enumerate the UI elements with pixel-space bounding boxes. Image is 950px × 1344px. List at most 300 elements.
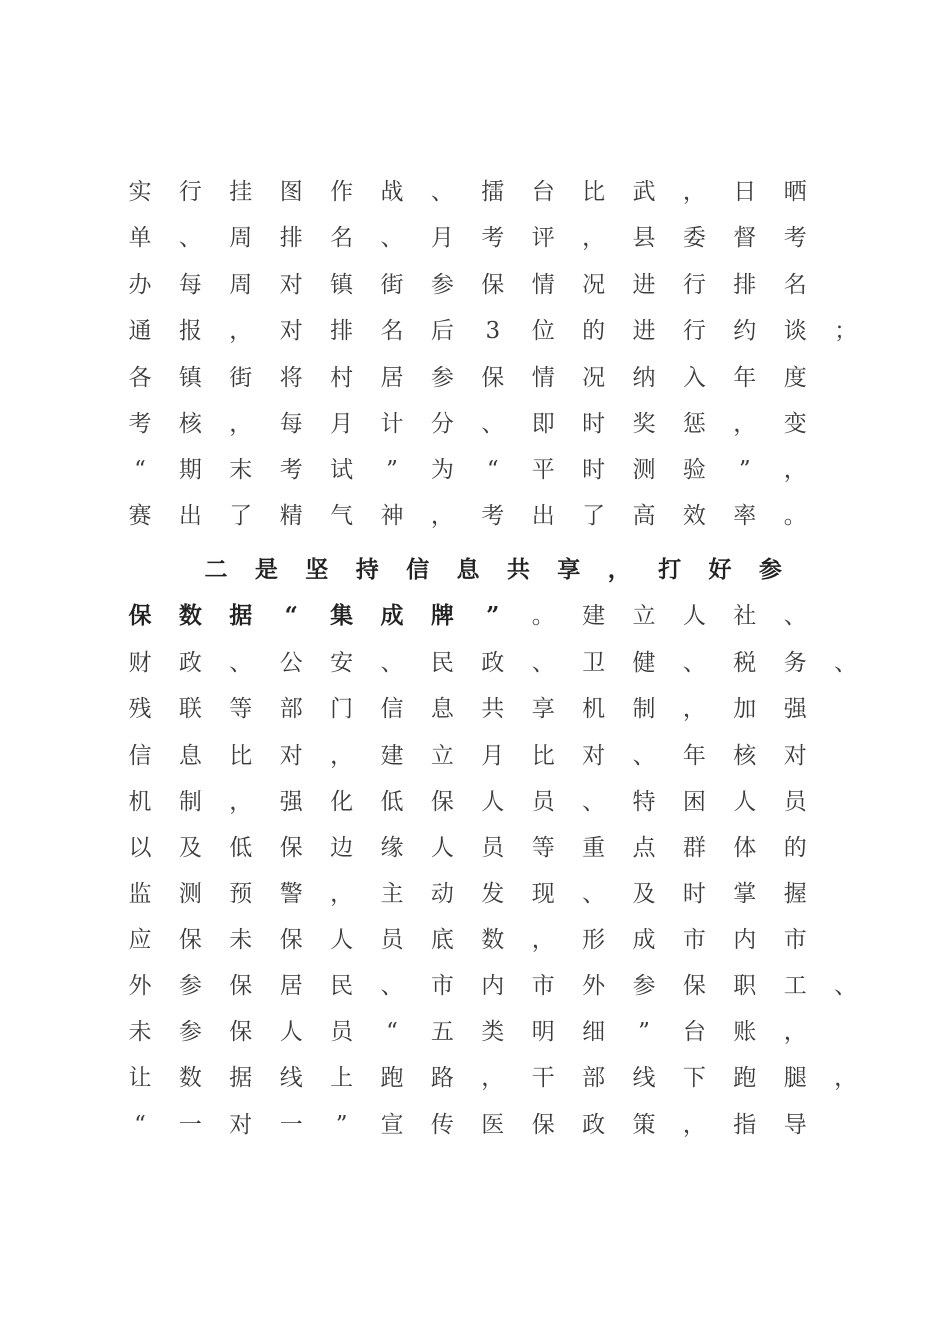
text-char: 人 xyxy=(481,789,505,815)
text-char: 、 xyxy=(783,603,807,629)
text-char: 参 xyxy=(178,1019,202,1045)
text-char: 享 xyxy=(557,556,581,583)
text-char: 参 xyxy=(178,973,202,999)
text-char: 是 xyxy=(254,556,278,583)
text-line xyxy=(0,738,950,774)
text-char: ； xyxy=(834,318,858,344)
text-char: 人 xyxy=(733,789,757,815)
text-char: 人 xyxy=(430,835,454,861)
text-char: 政 xyxy=(178,650,202,676)
text-char: 外 xyxy=(128,973,152,999)
text-char: 保 xyxy=(229,973,253,999)
text-char: 共 xyxy=(481,696,505,722)
text-char: 办 xyxy=(128,272,152,298)
text-char: 台 xyxy=(682,1019,706,1045)
text-char: 财 xyxy=(128,650,152,676)
text-char: 纳 xyxy=(632,365,656,391)
text-char: 为 xyxy=(430,457,454,483)
text-char: 对 xyxy=(582,743,606,769)
text-char: 享 xyxy=(531,696,555,722)
text-char: 数 xyxy=(178,602,202,629)
text-char: 缘 xyxy=(380,835,404,861)
text-line xyxy=(0,876,950,912)
text-char: 路 xyxy=(430,1065,454,1091)
text-char: 即 xyxy=(531,411,555,437)
text-char: 保 xyxy=(430,789,454,815)
text-char: 息 xyxy=(430,696,454,722)
text-char: 街 xyxy=(229,365,253,391)
text-char: 月 xyxy=(481,743,505,769)
text-char: “ xyxy=(386,1019,398,1045)
text-char: 腿 xyxy=(783,1065,807,1091)
text-line xyxy=(0,452,950,488)
text-char: 医 xyxy=(481,1112,505,1138)
text-char: 赛 xyxy=(128,503,152,529)
text-char: ， xyxy=(783,1019,807,1045)
text-char: 建 xyxy=(380,743,404,769)
text-char: 体 xyxy=(733,835,757,861)
text-char: 晒 xyxy=(783,179,807,205)
text-char: 情 xyxy=(531,365,555,391)
text-char: 跑 xyxy=(380,1065,404,1091)
text-char: 、 xyxy=(582,881,606,907)
text-char: 策 xyxy=(632,1112,656,1138)
text-char: 出 xyxy=(178,503,202,529)
text-char: 督 xyxy=(733,225,757,251)
text-char: 成 xyxy=(380,602,404,629)
text-char: 排 xyxy=(330,318,354,344)
text-char: 进 xyxy=(632,318,656,344)
text-char: 年 xyxy=(733,365,757,391)
text-char: 保 xyxy=(531,1112,555,1138)
text-char: 等 xyxy=(229,696,253,722)
text-char: 现 xyxy=(531,881,555,907)
text-char: 好 xyxy=(708,556,732,583)
text-char: 对 xyxy=(279,318,303,344)
text-char: 健 xyxy=(632,650,656,676)
text-char: 重 xyxy=(582,835,606,861)
text-char: 评 xyxy=(531,225,555,251)
text-char: ， xyxy=(330,743,354,769)
text-char: 掌 xyxy=(733,881,757,907)
heading-line xyxy=(0,552,950,588)
text-char: ， xyxy=(682,1112,706,1138)
text-char: ， xyxy=(229,789,253,815)
text-line xyxy=(0,1107,950,1143)
text-char: ， xyxy=(607,556,631,583)
text-char: 政 xyxy=(481,650,505,676)
text-line xyxy=(0,498,950,534)
text-char: 民 xyxy=(430,650,454,676)
text-char: 月 xyxy=(430,225,454,251)
text-char: 平 xyxy=(531,457,555,483)
text-char: ， xyxy=(229,411,253,437)
text-char: 测 xyxy=(178,881,202,907)
text-char: 工 xyxy=(783,973,807,999)
text-char: 干 xyxy=(531,1065,555,1091)
text-char: 日 xyxy=(733,179,757,205)
text-char: 行 xyxy=(682,318,706,344)
text-char: 税 xyxy=(733,650,757,676)
text-char: 据 xyxy=(229,1065,253,1091)
text-char: 保 xyxy=(279,835,303,861)
text-char: 对 xyxy=(279,272,303,298)
text-char: 动 xyxy=(430,881,454,907)
text-char: 据 xyxy=(229,602,253,629)
text-char: 、 xyxy=(682,650,706,676)
text-line xyxy=(0,1014,950,1050)
text-char: 况 xyxy=(582,365,606,391)
text-char: 账 xyxy=(733,1019,757,1045)
text-char: 坚 xyxy=(305,556,329,583)
text-char: 、 xyxy=(380,973,404,999)
text-char: 政 xyxy=(582,1112,606,1138)
text-char: 谈 xyxy=(783,318,807,344)
text-line xyxy=(0,830,950,866)
text-char: 出 xyxy=(531,503,555,529)
text-char: 信 xyxy=(406,556,430,583)
text-char: 。 xyxy=(783,503,807,529)
text-char: 参 xyxy=(632,973,656,999)
text-char: “ xyxy=(134,1112,146,1138)
text-char: 一 xyxy=(279,1112,303,1138)
text-char: 立 xyxy=(632,603,656,629)
text-char: 名 xyxy=(380,318,404,344)
text-line xyxy=(0,968,950,1004)
text-char: 期 xyxy=(178,457,202,483)
text-char: ” xyxy=(335,1112,348,1138)
text-char: 、 xyxy=(632,743,656,769)
text-char: 时 xyxy=(582,457,606,483)
text-char: 、 xyxy=(834,973,858,999)
text-line xyxy=(0,174,950,210)
text-char: 对 xyxy=(229,1112,253,1138)
text-char: 内 xyxy=(481,973,505,999)
text-char: 惩 xyxy=(682,411,706,437)
text-char: ， xyxy=(834,1065,858,1091)
text-char: 后 xyxy=(430,318,454,344)
text-char: 计 xyxy=(380,411,404,437)
text-char: 、 xyxy=(380,225,404,251)
text-char: 将 xyxy=(279,365,303,391)
text-char: 职 xyxy=(733,973,757,999)
text-char: 比 xyxy=(229,743,253,769)
text-char: 持 xyxy=(355,556,379,583)
text-char: 主 xyxy=(380,881,404,907)
text-char: 、 xyxy=(229,650,253,676)
text-char: 、 xyxy=(380,650,404,676)
text-char: 人 xyxy=(682,603,706,629)
text-char: 上 xyxy=(330,1065,354,1091)
text-char: 名 xyxy=(330,225,354,251)
text-char: 3 xyxy=(485,318,501,344)
text-char: 、 xyxy=(834,650,858,676)
text-char: 一 xyxy=(178,1112,202,1138)
text-char: 困 xyxy=(682,789,706,815)
text-char: 行 xyxy=(682,272,706,298)
text-char: ， xyxy=(733,411,757,437)
text-char: 精 xyxy=(279,503,303,529)
text-char: 人 xyxy=(330,927,354,953)
text-char: 形 xyxy=(582,927,606,953)
text-char: 联 xyxy=(178,696,202,722)
text-char: 居 xyxy=(279,973,303,999)
text-char: 群 xyxy=(682,835,706,861)
text-char: 内 xyxy=(733,927,757,953)
text-char: 低 xyxy=(380,789,404,815)
text-char: 村 xyxy=(330,365,354,391)
text-char: ， xyxy=(531,927,555,953)
text-char: 集 xyxy=(330,602,354,629)
text-char: 核 xyxy=(733,743,757,769)
text-char: 共 xyxy=(506,556,530,583)
text-char: 市 xyxy=(430,973,454,999)
text-char: 员 xyxy=(783,789,807,815)
text-char: 残 xyxy=(128,696,152,722)
text-char: 考 xyxy=(279,457,303,483)
text-char: 员 xyxy=(380,927,404,953)
text-char: 等 xyxy=(531,835,555,861)
text-char: 下 xyxy=(682,1065,706,1091)
text-char: 效 xyxy=(682,503,706,529)
text-char: ” xyxy=(638,1019,650,1045)
text-char: 作 xyxy=(330,179,354,205)
text-char: 对 xyxy=(783,743,807,769)
text-char: 图 xyxy=(279,179,303,205)
text-char: 居 xyxy=(380,365,404,391)
text-char: 市 xyxy=(531,973,555,999)
text-char: 成 xyxy=(632,927,656,953)
text-char: 指 xyxy=(733,1112,757,1138)
text-char: 人 xyxy=(279,1019,303,1045)
text-char: 镇 xyxy=(178,365,202,391)
text-char: 约 xyxy=(733,318,757,344)
text-char: 参 xyxy=(430,272,454,298)
text-char: 各 xyxy=(128,365,152,391)
text-char: 率 xyxy=(733,503,757,529)
text-char: 比 xyxy=(582,179,606,205)
text-char: 保 xyxy=(279,927,303,953)
text-char: 应 xyxy=(128,927,152,953)
text-char: 线 xyxy=(279,1065,303,1091)
text-char: 化 xyxy=(330,789,354,815)
text-char: 市 xyxy=(682,927,706,953)
text-char: 明 xyxy=(531,1019,555,1045)
text-char: 民 xyxy=(330,973,354,999)
text-char: 的 xyxy=(783,835,807,861)
text-line xyxy=(0,313,950,349)
text-char: 员 xyxy=(481,835,505,861)
text-char: 未 xyxy=(229,927,253,953)
text-char: 线 xyxy=(632,1065,656,1091)
text-char: 牌 xyxy=(430,602,454,629)
text-char: 镇 xyxy=(330,272,354,298)
text-char: 考 xyxy=(128,411,152,437)
text-char: 员 xyxy=(531,789,555,815)
text-char: 奖 xyxy=(632,411,656,437)
text-char: 门 xyxy=(330,696,354,722)
text-char: 信 xyxy=(380,696,404,722)
text-char: 武 xyxy=(632,179,656,205)
text-char: ， xyxy=(229,318,253,344)
text-line xyxy=(0,267,950,303)
text-char: 、 xyxy=(430,179,454,205)
text-char: 度 xyxy=(783,365,807,391)
text-char: 、 xyxy=(481,411,505,437)
text-char: 周 xyxy=(229,272,253,298)
text-char: 预 xyxy=(229,881,253,907)
text-char: 考 xyxy=(481,225,505,251)
text-char: 点 xyxy=(632,835,656,861)
text-char: 市 xyxy=(783,927,807,953)
text-char: “ xyxy=(134,457,146,483)
text-char: 擂 xyxy=(481,179,505,205)
text-char: 情 xyxy=(531,272,555,298)
text-line xyxy=(0,406,950,442)
text-line xyxy=(0,922,950,958)
text-char: 况 xyxy=(582,272,606,298)
text-char: 务 xyxy=(783,650,807,676)
text-char: 员 xyxy=(330,1019,354,1045)
text-char: 保 xyxy=(481,365,505,391)
text-char: 时 xyxy=(582,411,606,437)
text-char: 分 xyxy=(430,411,454,437)
text-char: 对 xyxy=(279,743,303,769)
text-char: ， xyxy=(682,696,706,722)
text-char: 试 xyxy=(330,457,354,483)
text-char: 变 xyxy=(783,411,807,437)
text-char: 测 xyxy=(632,457,656,483)
text-char: 边 xyxy=(330,835,354,861)
text-char: 五 xyxy=(430,1019,454,1045)
text-char: 建 xyxy=(582,603,606,629)
text-char: ， xyxy=(330,881,354,907)
text-char: 警 xyxy=(279,881,303,907)
heading-line xyxy=(0,598,950,634)
text-char: 比 xyxy=(531,743,555,769)
text-line xyxy=(0,691,950,727)
text-char: 排 xyxy=(733,272,757,298)
text-char: 进 xyxy=(632,272,656,298)
text-char: 类 xyxy=(481,1019,505,1045)
text-char: 核 xyxy=(178,411,202,437)
text-char: ” xyxy=(486,602,500,629)
text-char: 息 xyxy=(178,743,202,769)
text-char: ” xyxy=(386,457,398,483)
text-char: 行 xyxy=(178,179,202,205)
text-char: 强 xyxy=(279,789,303,815)
text-char: 强 xyxy=(783,696,807,722)
text-char: 单 xyxy=(128,225,152,251)
text-char: 神 xyxy=(380,503,404,529)
text-char: 卫 xyxy=(582,650,606,676)
text-line xyxy=(0,360,950,396)
text-char: 宣 xyxy=(380,1112,404,1138)
text-char: 战 xyxy=(380,179,404,205)
text-char: 监 xyxy=(128,881,152,907)
text-char: 入 xyxy=(682,365,706,391)
text-line xyxy=(0,1060,950,1096)
text-char: 机 xyxy=(128,789,152,815)
text-char: 了 xyxy=(582,503,606,529)
text-char: 及 xyxy=(632,881,656,907)
text-char: 公 xyxy=(279,650,303,676)
text-char: 委 xyxy=(682,225,706,251)
text-char: 加 xyxy=(733,696,757,722)
text-char: 每 xyxy=(178,272,202,298)
text-char: 导 xyxy=(783,1112,807,1138)
text-char: ， xyxy=(682,179,706,205)
text-char: 信 xyxy=(128,743,152,769)
text-char: 每 xyxy=(279,411,303,437)
text-line xyxy=(0,220,950,256)
text-char: 制 xyxy=(632,696,656,722)
text-char: 以 xyxy=(128,835,152,861)
text-char: 末 xyxy=(229,457,253,483)
text-char: 街 xyxy=(380,272,404,298)
text-char: “ xyxy=(486,457,499,483)
text-char: 、 xyxy=(531,650,555,676)
text-char: 握 xyxy=(783,881,807,907)
text-char: ， xyxy=(783,457,807,483)
text-char: 时 xyxy=(682,881,706,907)
text-char: 参 xyxy=(758,556,782,583)
text-char: 保 xyxy=(128,602,152,629)
text-char: 、 xyxy=(178,225,202,251)
text-char: 参 xyxy=(430,365,454,391)
text-char: 数 xyxy=(481,927,505,953)
text-char: ， xyxy=(430,503,454,529)
text-char: 排 xyxy=(279,225,303,251)
text-char: 位 xyxy=(531,318,555,344)
text-char: 了 xyxy=(229,503,253,529)
text-char: 底 xyxy=(430,927,454,953)
text-char: 细 xyxy=(582,1019,606,1045)
text-char: 发 xyxy=(481,881,505,907)
text-char: 挂 xyxy=(229,179,253,205)
text-char: 部 xyxy=(582,1065,606,1091)
text-char: 保 xyxy=(178,927,202,953)
text-char: 跑 xyxy=(733,1065,757,1091)
text-char: 名 xyxy=(783,272,807,298)
text-char: 高 xyxy=(632,503,656,529)
text-char: 息 xyxy=(456,556,480,583)
text-char: ， xyxy=(481,1065,505,1091)
text-char: 县 xyxy=(632,225,656,251)
text-char: 实 xyxy=(128,179,152,205)
text-char: ” xyxy=(738,457,751,483)
text-char: 未 xyxy=(128,1019,152,1045)
text-line xyxy=(0,784,950,820)
text-char: 外 xyxy=(582,973,606,999)
text-char: 考 xyxy=(783,225,807,251)
text-char: 立 xyxy=(430,743,454,769)
text-char: 考 xyxy=(481,503,505,529)
text-char: 气 xyxy=(330,503,354,529)
text-char: 打 xyxy=(658,556,682,583)
text-char: 验 xyxy=(682,457,706,483)
text-char: ， xyxy=(582,225,606,251)
text-char: 。 xyxy=(531,603,555,629)
text-char: 二 xyxy=(204,556,228,583)
text-char: 传 xyxy=(430,1112,454,1138)
text-char: 通 xyxy=(128,318,152,344)
text-char: 及 xyxy=(178,835,202,861)
text-char: 制 xyxy=(178,789,202,815)
text-char: 安 xyxy=(330,650,354,676)
text-char: 月 xyxy=(330,411,354,437)
text-char: 社 xyxy=(733,603,757,629)
